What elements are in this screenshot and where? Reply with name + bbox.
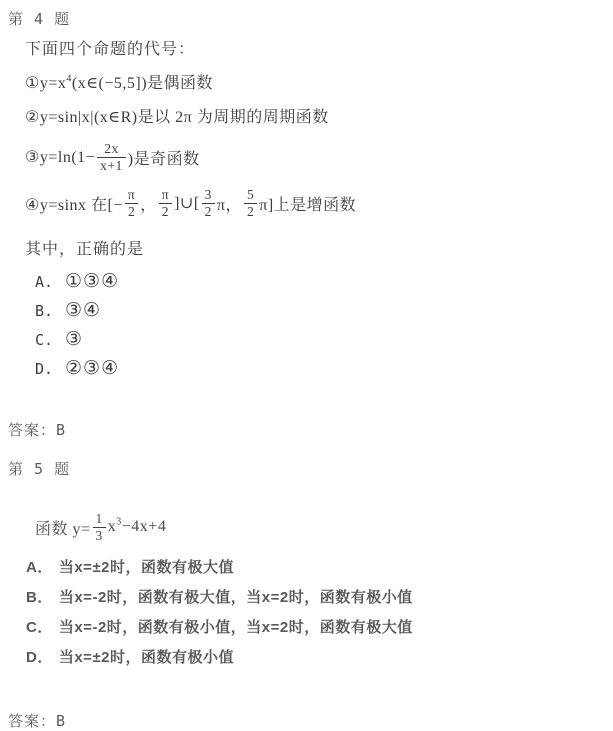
fraction: $\frac{2x}{x+1}$ — [97, 141, 126, 173]
option-letter: A． — [26, 558, 53, 576]
option-a — [26, 551, 603, 581]
option-a — [35, 267, 603, 296]
question-5-formula: 函数 y= $\frac{1}{3}$ $x^3-4x+4$ — [35, 511, 167, 543]
proposition-3: ③y=ln(1− $\frac{2x}{x+1}$ )是奇函数 — [25, 141, 200, 173]
question-4-header: 第 4 题 — [8, 10, 71, 28]
option-b — [35, 296, 603, 325]
option-d — [35, 354, 603, 383]
option-value: 当x=±2时，函数有极小值 — [58, 648, 235, 666]
exponent: 3 — [116, 516, 122, 528]
option-c — [26, 611, 603, 641]
option-d — [26, 641, 603, 671]
proposition-4: ④y=sinx 在[− $\frac{\pi}{2}$ ， $\frac{\pi}{2}$ ]∪[ $\frac{3}{2}$ π， $\frac{5}{2}$ π]上是增函数 — [25, 187, 357, 219]
option-letter: C． — [26, 618, 53, 636]
option-letter: B． — [26, 588, 53, 606]
question-4-prompt: 其中，正确的是 — [25, 241, 145, 259]
option-c — [35, 325, 603, 354]
question-4-options — [35, 267, 603, 383]
option-value: 当x=-2时，函数有极小值，当x=2时，函数有极大值 — [58, 618, 413, 636]
question-5-answer: 答案：B — [8, 712, 67, 731]
option-value: ②③④ — [65, 358, 120, 380]
option-letter: A. — [35, 272, 54, 291]
option-letter: C. — [35, 330, 54, 349]
question-4-intro: 下面四个命题的代号： — [25, 41, 196, 58]
option-value: ③ — [65, 329, 84, 351]
option-value: ①③④ — [65, 271, 120, 293]
option-value: 当x=-2时，函数有极大值，当x=2时，函数有极小值 — [58, 588, 413, 606]
question-5-options — [26, 551, 603, 671]
proposition-1: $①y=x^4(x\in(-5,5])$是偶函数 — [25, 73, 214, 92]
option-value: 当x=±2时，函数有极大值 — [58, 558, 235, 576]
proposition-2: ②y=sin|x|(x∈R)是以 2π 为周期的周期函数 — [25, 109, 329, 126]
question-4-answer: 答案：B — [8, 421, 67, 440]
question-5-header: 第 5 题 — [8, 460, 71, 479]
option-letter: D． — [26, 648, 53, 666]
fraction: $\frac{5}{2}$ — [244, 187, 257, 219]
fraction: $\frac{\pi}{2}$ — [125, 187, 138, 219]
fraction: $\frac{3}{2}$ — [202, 187, 215, 219]
fraction: $\frac{\pi}{2}$ — [159, 187, 172, 219]
question-4-body — [25, 36, 603, 383]
exponent: 4 — [66, 73, 72, 85]
option-b — [26, 581, 603, 611]
option-letter: D. — [35, 359, 54, 378]
fraction: $\frac{1}{3}$ — [93, 511, 106, 543]
option-value: ③④ — [65, 300, 102, 322]
option-letter: B. — [35, 301, 54, 320]
